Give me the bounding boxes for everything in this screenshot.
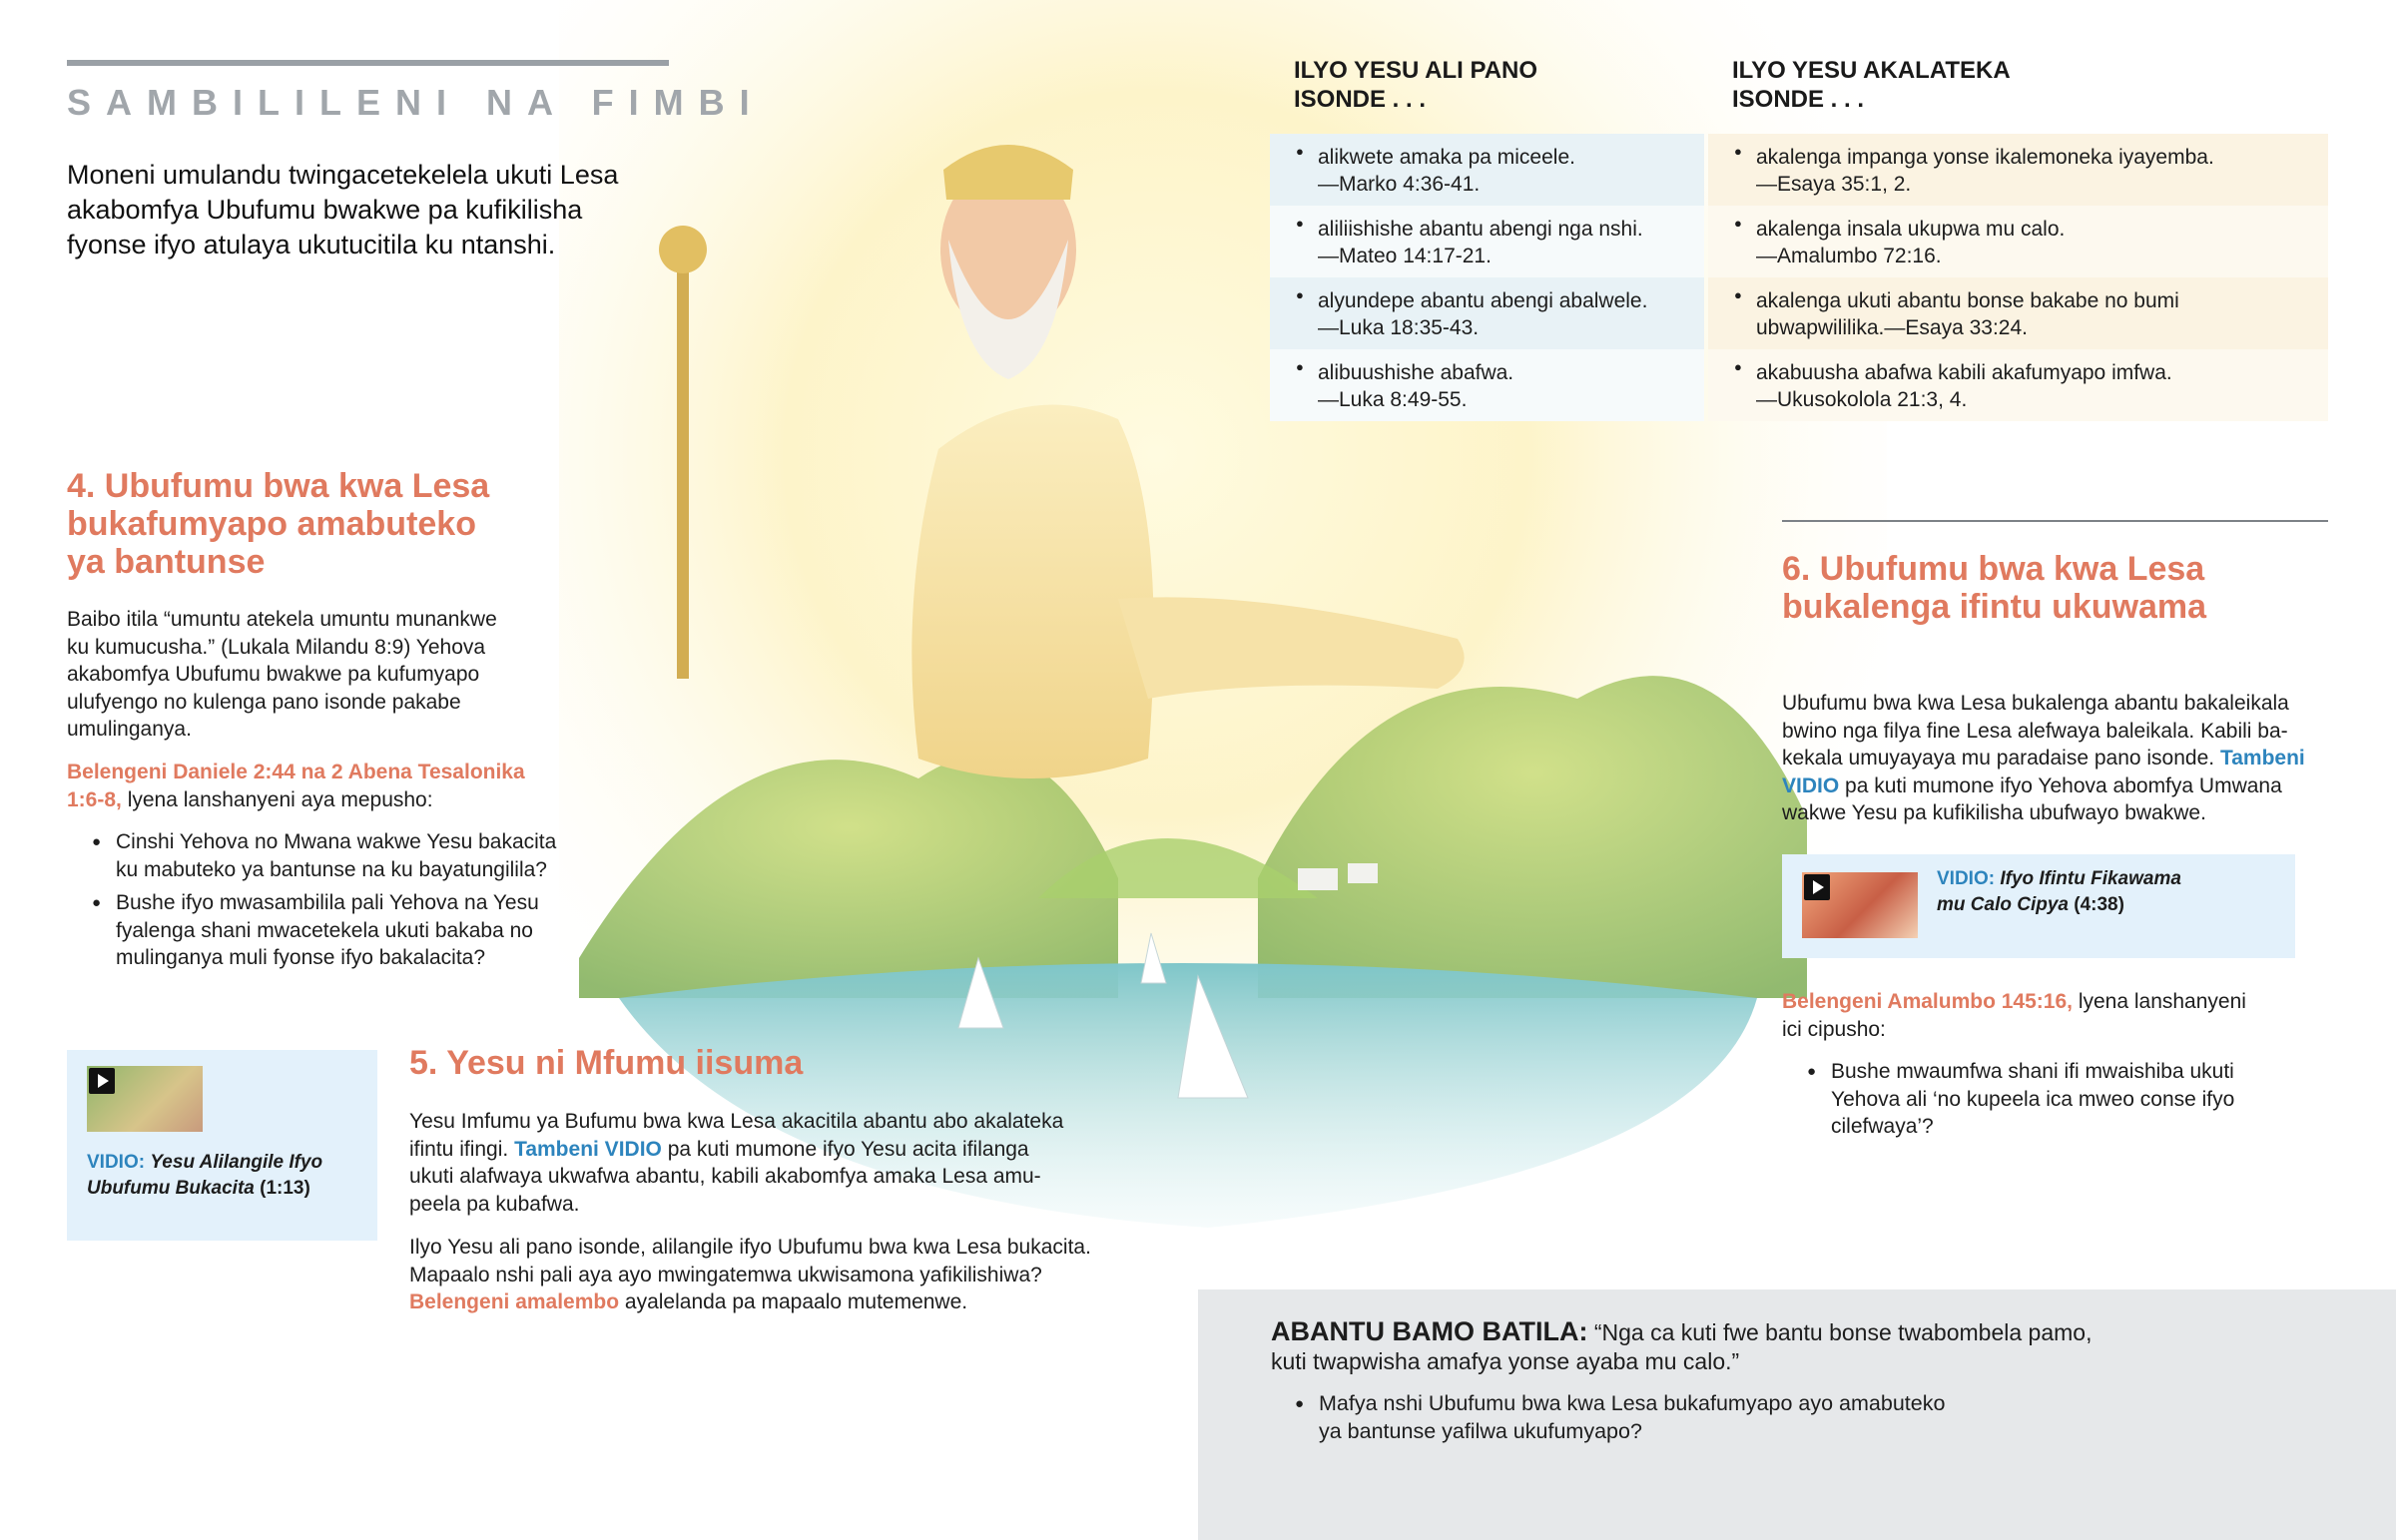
table-cell-right: ● akabuusha abafwa kabili akafumyapo imfwa. —Ukusokolola 21:3, 4. <box>1708 349 2328 421</box>
header-rule <box>67 60 669 66</box>
question-item: ● Bushe ifyo mwasambilila pali Yehova na Yesu fyalenga shani mwacetekela ukuti bakaba no mulinganya muli fyonse ifyo bakalacita? <box>92 889 611 972</box>
scripture-reference[interactable]: Belengeni Daniele 2:44 na 2 Abena Tesalonika <box>67 761 525 783</box>
watch-video-link[interactable]: Tambeni VIDIO <box>514 1137 662 1161</box>
table-cell-left: ● alikwete amaka pa miceele. —Marko 4:36-41. <box>1270 134 1704 206</box>
table-cell-right: ● akalenga ukuti abantu bonse bakabe no bumi ubwapwililika.—Esaya 33:24. <box>1708 277 2328 349</box>
play-icon[interactable] <box>89 1068 115 1094</box>
section-4-reading: Belengeni Daniele 2:44 na 2 Abena Tesalonika 1:6-8, lyena lanshanyeni aya mepusho: <box>67 759 626 813</box>
play-icon[interactable] <box>1804 874 1830 900</box>
footer-question <box>1295 1390 2193 1445</box>
section-6-reading: Belengeni Amalumbo 145:16, lyena lanshanyeni ici cipusho: <box>1782 990 2246 1041</box>
table-cell-right: ● akalenga impanga yonse ikalemoneka iyayemba. —Esaya 35:1, 2. <box>1708 134 2328 206</box>
some-people-say-label: ABANTU BAMO BATILA: <box>1271 1316 1588 1346</box>
comparison-table <box>1270 134 2328 421</box>
some-people-say-text: ABANTU BAMO BATILA: “Nga ca kuti fwe bantu bonse twabombela pamo, kuti twapwisha amafya yonse ayaba mu calo.” <box>1271 1316 2093 1374</box>
page-kicker: SAMBILILENI NA FIMBI <box>67 82 765 123</box>
section-5-heading: 5. Yesu ni Mfumu iisuma <box>409 1044 804 1082</box>
section-4-questions <box>92 828 611 972</box>
table-row <box>1270 349 2328 421</box>
section-6-questions <box>1807 1058 2326 1141</box>
section-6-paragraph: Ubufumu bwa kwa Lesa bukalenga abantu bakaleikala bwino nga filya fine Lesa alefwaya baleikala. Kabili ba- kekala umuyayaya mu paradaise pano isonde. Tambeni VIDIO pa kuti mumone ifyo Yehova abomfya Umwana wakwe Yesu pa kufikilisha ubufwayo bwakwe. <box>1782 692 2305 824</box>
scripture-reference[interactable]: Belengeni amalembo <box>409 1290 620 1313</box>
table-cell-right: ● akalenga insala ukupwa mu calo. —Amalumbo 72:16. <box>1708 206 2328 277</box>
video-title[interactable]: VIDIO: Ifyo Ifintu Fikawama mu Calo Cipya (4:38) <box>1937 868 2181 915</box>
section-5-paragraph-2: Ilyo Yesu ali pano isonde, alilangile ifyo Ubufumu bwa kwa Lesa bukacita. Mapaalo nshi pali aya ayo mwingatemwa ukwisamona yafikilishiwa? Belengeni amalembo ayalelanda pa mapaalo mutemenwe. <box>409 1236 1091 1313</box>
section-4-heading: 4. Ubufumu bwa kwa Lesa bukafumyapo amabuteko ya bantunse <box>67 467 490 581</box>
section-6-heading: 6. Ubufumu bwa kwa Lesa bukalenga ifintu ukuwama <box>1782 550 2207 626</box>
video-title[interactable]: VIDIO: Yesu Alilangile Ifyo Ubufumu Bukacita (1:13) <box>87 1152 323 1199</box>
section-5-paragraph-1: Yesu Imfumu ya Bufumu bwa kwa Lesa akacitila abantu abo akalateka ifintu ifingi. Tambeni VIDIO pa kuti mumone ifyo Yesu acita ifilanga ukuti alafwaya ukwafwa abantu, kabili akabomfya amaka Lesa amu- peela pa kubafwa. <box>409 1110 1064 1216</box>
section-4-paragraph: Baibo itila “umuntu atekela umuntu munankwe ku kumucusha.” (Lukala Milandu 8:9) Yehova akabomfya Ubufumu bwakwe pa kufumyapo ulufyengo no kulenga pano isonde pakabe umulinganya. <box>67 608 497 741</box>
scripture-reference[interactable]: 1:6-8, <box>67 787 122 811</box>
intro-paragraph: Moneni umulandu twingacetekelela ukuti Lesa akabomfya Ubufumu bwakwe pa kufikilisha fyonse ifyo atulaya ukutucitila ku ntanshi. <box>67 160 619 259</box>
table-cell-left: ● alibuushishe abafwa. —Luka 8:49-55. <box>1270 349 1704 421</box>
section-6-rule <box>1782 520 2328 522</box>
table-cell-left: ● aliliishishe abantu abengi nga nshi. —Mateo 14:17-21. <box>1270 206 1704 277</box>
scripture-reference[interactable]: Belengeni Amalumbo 145:16, <box>1782 990 2073 1013</box>
question-item: ● Mafya nshi Ubufumu bwa kwa Lesa bukafumyapo ayo amabuteko ya bantunse yafilwa ukufumyapo? <box>1295 1390 2193 1445</box>
watch-video-link[interactable]: VIDIO <box>1782 773 1840 797</box>
table-row <box>1270 206 2328 277</box>
video-card-1[interactable] <box>67 1050 377 1241</box>
table-row <box>1270 134 2328 206</box>
question-item: ● Cinshi Yehova no Mwana wakwe Yesu bakacita ku mabuteko ya bantunse na ku bayatungilila? <box>92 828 611 883</box>
table-row <box>1270 277 2328 349</box>
table-cell-left: ● alyundepe abantu abengi abalwele. —Luka 18:35-43. <box>1270 277 1704 349</box>
table-header-left: ILYO YESU ALI PANO ISONDE . . . <box>1294 57 1538 113</box>
watch-video-link[interactable]: Tambeni <box>2219 747 2305 770</box>
question-item: ● Bushe mwaumfwa shani ifi mwaishiba ukuti Yehova ali ‘no kupeela ica mweo conse ifyo cilefwaya’? <box>1807 1058 2326 1141</box>
video-card-2[interactable] <box>1782 854 2295 958</box>
table-header-right: ILYO YESU AKALATEKA ISONDE . . . <box>1732 57 2011 113</box>
